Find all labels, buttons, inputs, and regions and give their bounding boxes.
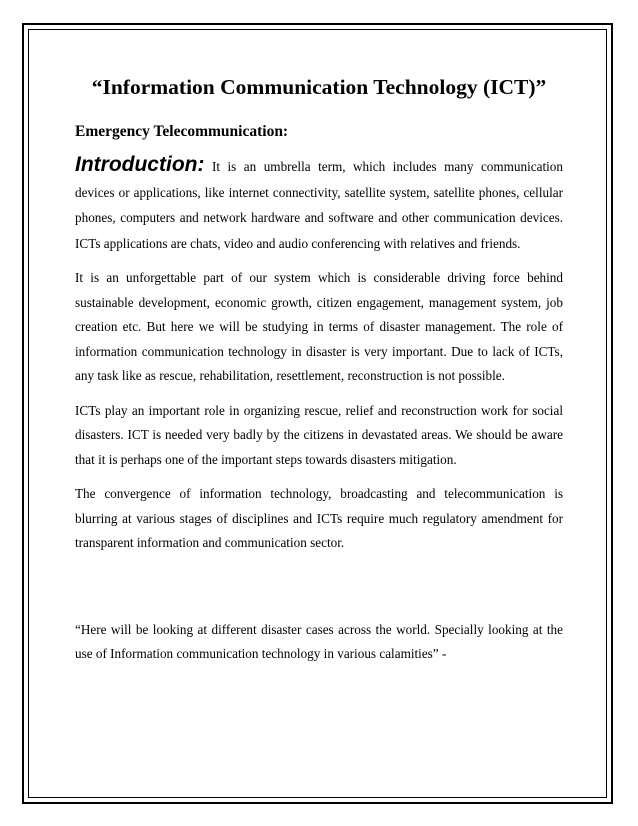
document-body [75,72,563,667]
section-heading: Emergency Telecommunication: [75,123,289,140]
body-paragraph-2: ICTs play an important role in organizing rescue, relief and reconstruction work for social disasters. ICT is needed very badly by the citizens in devastated areas. We should be aware that it is perhaps one of the important steps towards disasters mitigation. [75,402,563,467]
document-title: “Information Communication Technology (ICT)” [91,75,547,99]
intro-text: It is an umbrella term, which includes many communication devices or applications, like internet connectivity, satellite system, satellite phones, cellular phones, computers and network hardware and software and other communication devices. ICTs applications are chats, video and audio conferencing with relatives and friends. [75,159,563,251]
intro-paragraph [75,152,563,256]
body-paragraph-1: It is an unforgettable part of our system which is considerable driving force behind sustainable development, economic growth, citizen engagement, management system, job creation etc. But here we will be studying in terms of disaster management. The role of information communication technology in disaster is very important. Due to lack of ICTs, any task like as rescue, rehabilitation, resettlement, reconstruction is not possible. [75,270,563,383]
intro-label: Introduction: [75,153,205,176]
body-paragraph-3: The convergence of information technology, broadcasting and telecommunication is blurring at various stages of disciplines and ICTs require much regulatory amendment for transparent information and communication sector. [75,486,563,550]
quote-paragraph: “Here will be looking at different disaster cases across the world. Specially looking at the use of Information communication technology in various calamities” - [75,621,563,661]
